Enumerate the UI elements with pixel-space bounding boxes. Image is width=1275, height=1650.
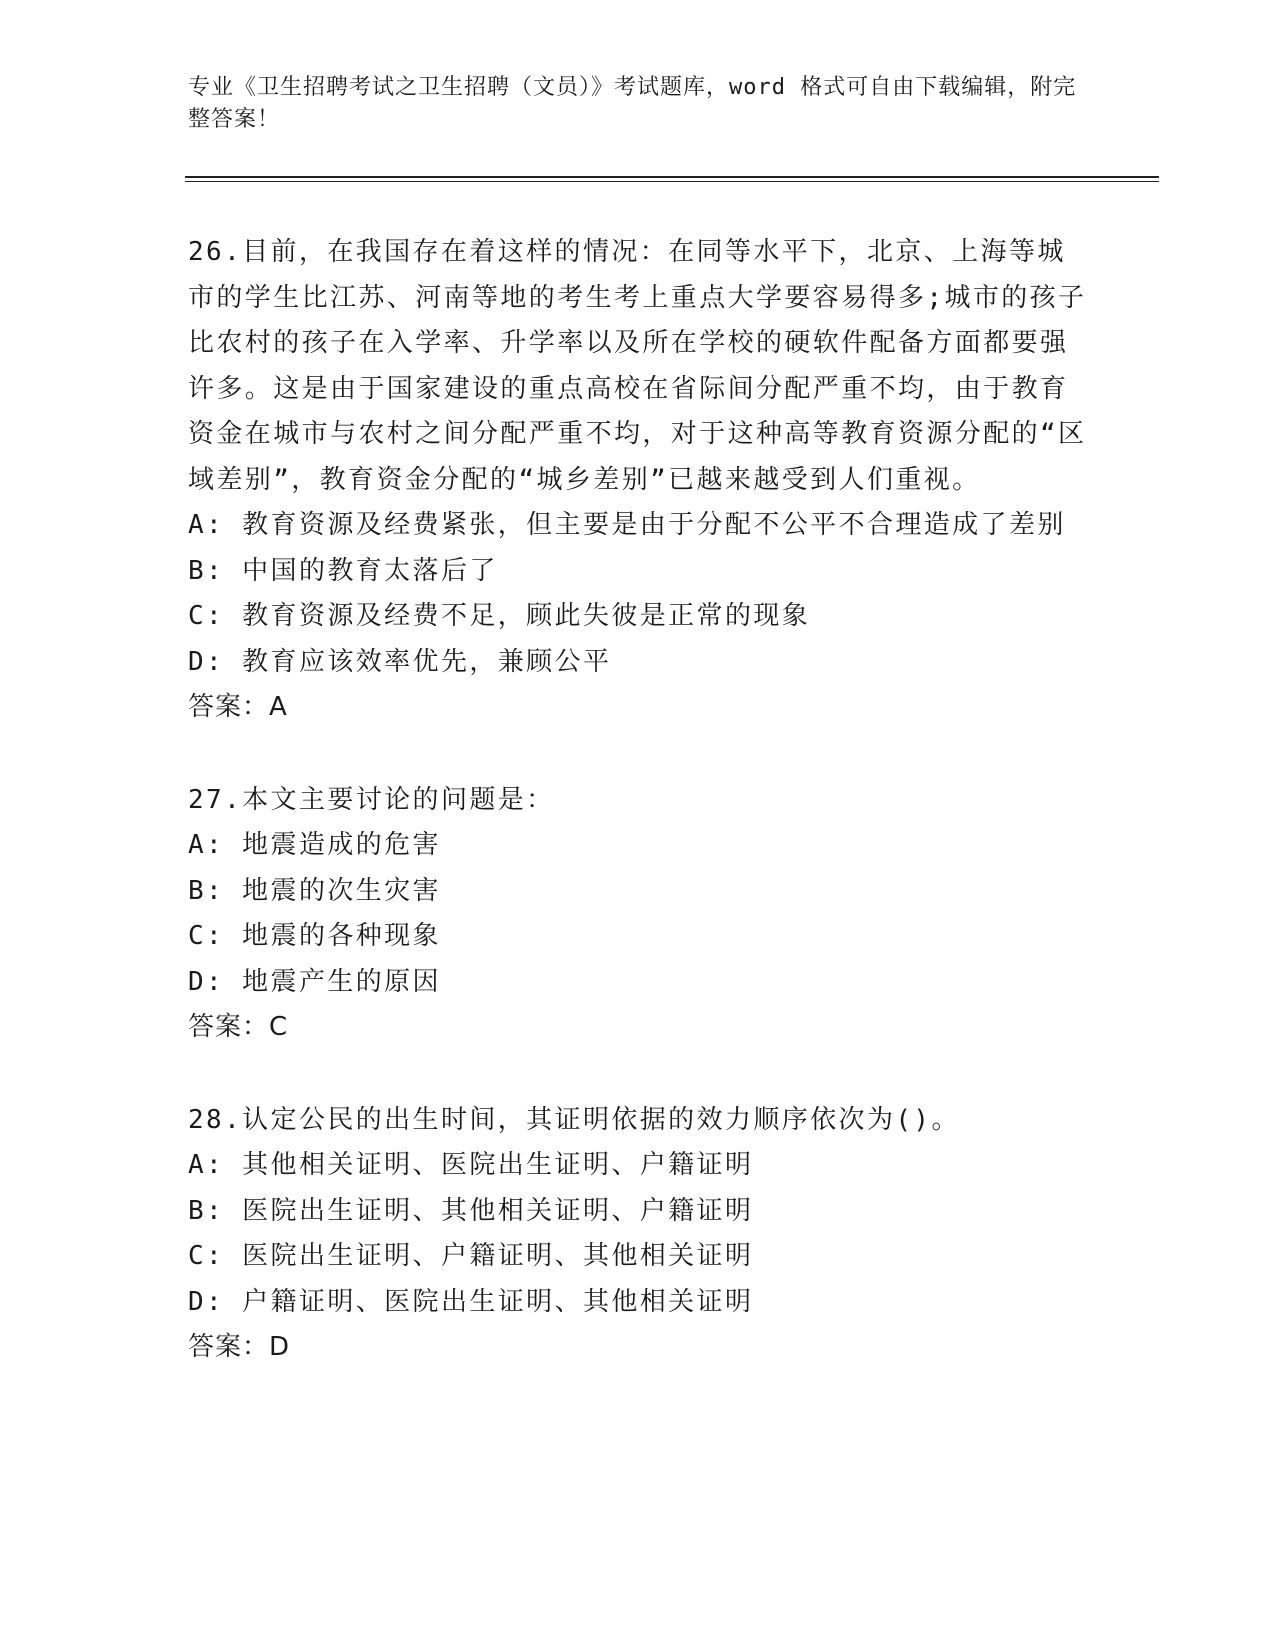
question-stem: 26.目前，在我国存在着这样的情况：在同等水平下，北京、上海等城市的学生比江苏、河南等地的考生考上重点大学要容易得多;城市的孩子比农村的孩子在入学率、升学率以及所在学校的硬软件配备方面都要强许多。这是由于国家建设的重点高校在省际间分配严重不均，由于教育资金在城市与农村之间分配严重不均，对于这种高等教育资源分配的“区域差别”，教育资金分配的“城乡差别”已越来越受到人们重视。 <box>188 237 1087 495</box>
question-list <box>188 230 1088 1418</box>
question-stem: 28.认定公民的出生时间，其证明依据的效力顺序依次为()。 <box>188 1104 960 1135</box>
answer-label: 答案：C <box>188 1012 289 1042</box>
question-28 <box>188 1098 1088 1371</box>
question-27 <box>188 778 1088 1051</box>
option-d: D: 教育应该效率优先，兼顾公平 <box>188 646 612 677</box>
option-d: D: 户籍证明、医院出生证明、其他相关证明 <box>188 1286 754 1317</box>
document-page <box>188 0 1158 1650</box>
option-c: C: 医院出生证明、户籍证明、其他相关证明 <box>188 1241 754 1271</box>
option-a: A: 其他相关证明、医院出生证明、户籍证明 <box>188 1150 754 1180</box>
option-a: A: 地震造成的危害 <box>188 830 441 860</box>
option-b: B: 中国的教育太落后了 <box>188 555 498 586</box>
option-c: C: 地震的各种现象 <box>188 921 441 951</box>
option-c: C: 教育资源及经费不足，顾此失彼是正常的现象 <box>188 601 811 631</box>
question-stem: 27.本文主要讨论的问题是： <box>188 784 555 815</box>
option-a: A: 教育资源及经费紧张，但主要是由于分配不公平不合理造成了差别 <box>188 510 1066 540</box>
question-26 <box>188 230 1088 731</box>
option-b: B: 地震的次生灾害 <box>188 875 441 906</box>
option-d: D: 地震产生的原因 <box>188 966 441 997</box>
document-header: 专业《卫生招聘考试之卫生招聘（文员）》考试题库，word 格式可自由下载编辑，附完整答案！ <box>188 75 1077 132</box>
option-b: B: 医院出生证明、其他相关证明、户籍证明 <box>188 1195 754 1226</box>
answer-label: 答案：A <box>188 692 288 722</box>
header-divider <box>185 176 1159 182</box>
answer-label: 答案：D <box>188 1332 291 1362</box>
